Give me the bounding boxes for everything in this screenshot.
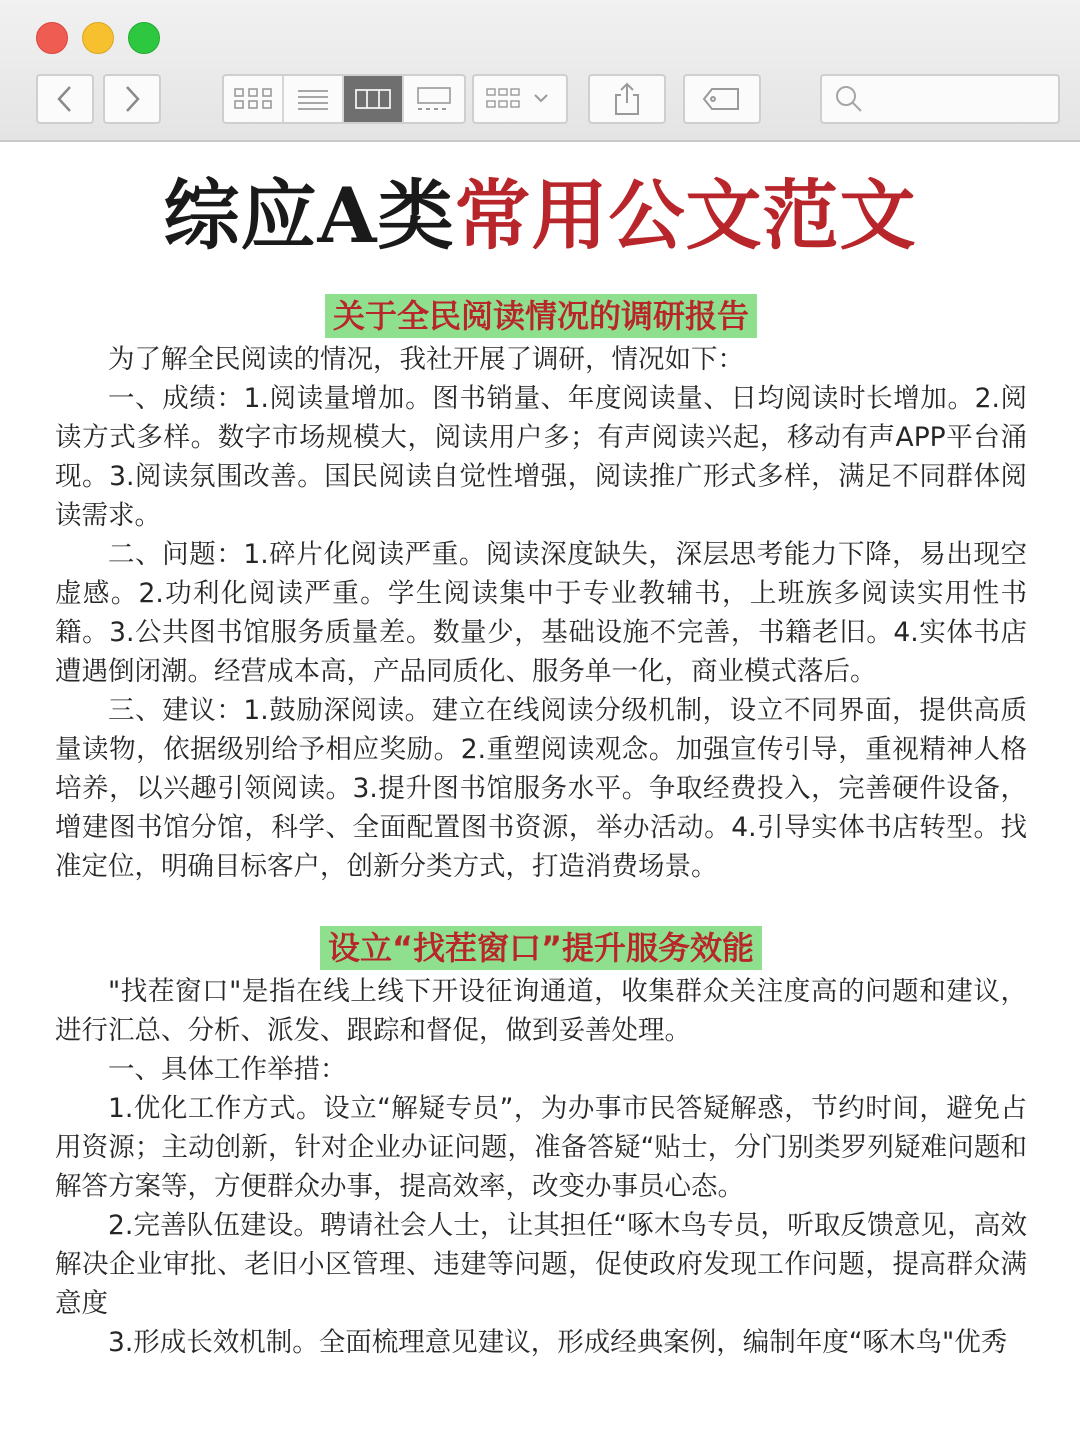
- search-icon: [834, 84, 864, 114]
- close-window-button[interactable]: [36, 22, 68, 54]
- share-icon: [612, 81, 642, 117]
- minimize-window-button[interactable]: [82, 22, 114, 54]
- grid-view-icon: [233, 86, 273, 112]
- list-view-icon: [296, 87, 330, 111]
- document-body: [55, 294, 1027, 1362]
- back-icon: [54, 84, 76, 114]
- tag-icon: [702, 86, 742, 112]
- search-field[interactable]: [820, 74, 1060, 124]
- page-title-red: 常用公文范文: [454, 171, 917, 260]
- paragraph: 1.优化工作方式。设立“解疑专员”，为办事市民答疑解惑，节约时间，避免占用资源；主动创新，针对企业办证问题，准备答疑“贴士，分门别类罗列疑难问题和解答方案等，方便群众办事，提高效率，改变办事员心态。: [55, 1093, 1027, 1202]
- grid-view-button[interactable]: [224, 76, 284, 122]
- share-button[interactable]: [588, 74, 666, 124]
- paragraph: 三、建议：1.鼓励深阅读。建立在线阅读分级机制，设立不同界面，提供高质量读物，依据级别给予相应奖励。2.重塑阅读观念。加强宣传引导，重视精神人格培养，以兴趣引领阅读。3.提升图书馆服务水平。争取经费投入，完善硬件设备，增建图书馆分馆，科学、全面配置图书资源，举办活动。4.引导实体书店转型。找准定位，明确目标客户，创新分类方式，打造消费场景。: [55, 695, 1027, 882]
- page-title: [0, 168, 1080, 264]
- list-view-button[interactable]: [284, 76, 344, 122]
- zoom-window-button[interactable]: [128, 22, 160, 54]
- paragraph: 一、成绩：1.阅读量增加。图书销量、年度阅读量、日均阅读时长增加。2.阅读方式多样。数字市场规模大，阅读用户多；有声阅读兴起，移动有声APP平台涌现。3.阅读氛围改善。国民阅读自觉性增强，阅读推广形式多样，满足不同群体阅读需求。: [55, 383, 1027, 531]
- group-icon: [485, 86, 555, 112]
- paragraph: 为了解全民阅读的情况，我社开展了调研，情况如下：: [108, 344, 744, 375]
- gallery-view-button[interactable]: [404, 76, 464, 122]
- forward-button[interactable]: [103, 74, 161, 124]
- window-toolbar: [0, 0, 1080, 142]
- section-heading: 设立“找茬窗口”提升服务效能: [320, 926, 762, 970]
- paragraph: "找茬窗口"是指在线上线下开设征询通道，收集群众关注度高的问题和建议，进行汇总、分析、派发、跟踪和督促，做到妥善处理。: [55, 976, 1027, 1046]
- forward-icon: [121, 84, 143, 114]
- tag-button[interactable]: [683, 74, 761, 124]
- gallery-view-icon: [415, 86, 453, 112]
- paragraph: 一、具体工作举措：: [108, 1054, 347, 1085]
- back-button[interactable]: [36, 74, 94, 124]
- paragraph: 2.完善队伍建设。聘请社会人士，让其担任“啄木鸟专员，听取反馈意见，高效解决企业审批、老旧小区管理、违建等问题，促使政府发现工作问题，提高群众满意度: [55, 1210, 1027, 1319]
- column-view-icon: [354, 87, 392, 111]
- section-heading: 关于全民阅读情况的调研报告: [325, 294, 757, 338]
- view-switcher: [222, 74, 466, 124]
- paragraph: 二、问题：1.碎片化阅读严重。阅读深度缺失，深层思考能力下降，易出现空虚感。2.功利化阅读严重。学生阅读集中于专业教辅书，上班族多阅读实用性书籍。3.公共图书馆服务质量差。数量少，基础设施不完善，书籍老旧。4.实体书店遭遇倒闭潮。经营成本高，产品同质化、服务单一化，商业模式落后。: [55, 539, 1027, 687]
- column-view-button[interactable]: [344, 76, 404, 122]
- paragraph: 3.形成长效机制。全面梳理意见建议，形成经典案例，编制年度“啄木鸟"优秀: [108, 1327, 1008, 1358]
- page-title-black: 综应A类: [163, 171, 455, 260]
- group-button[interactable]: [472, 74, 568, 124]
